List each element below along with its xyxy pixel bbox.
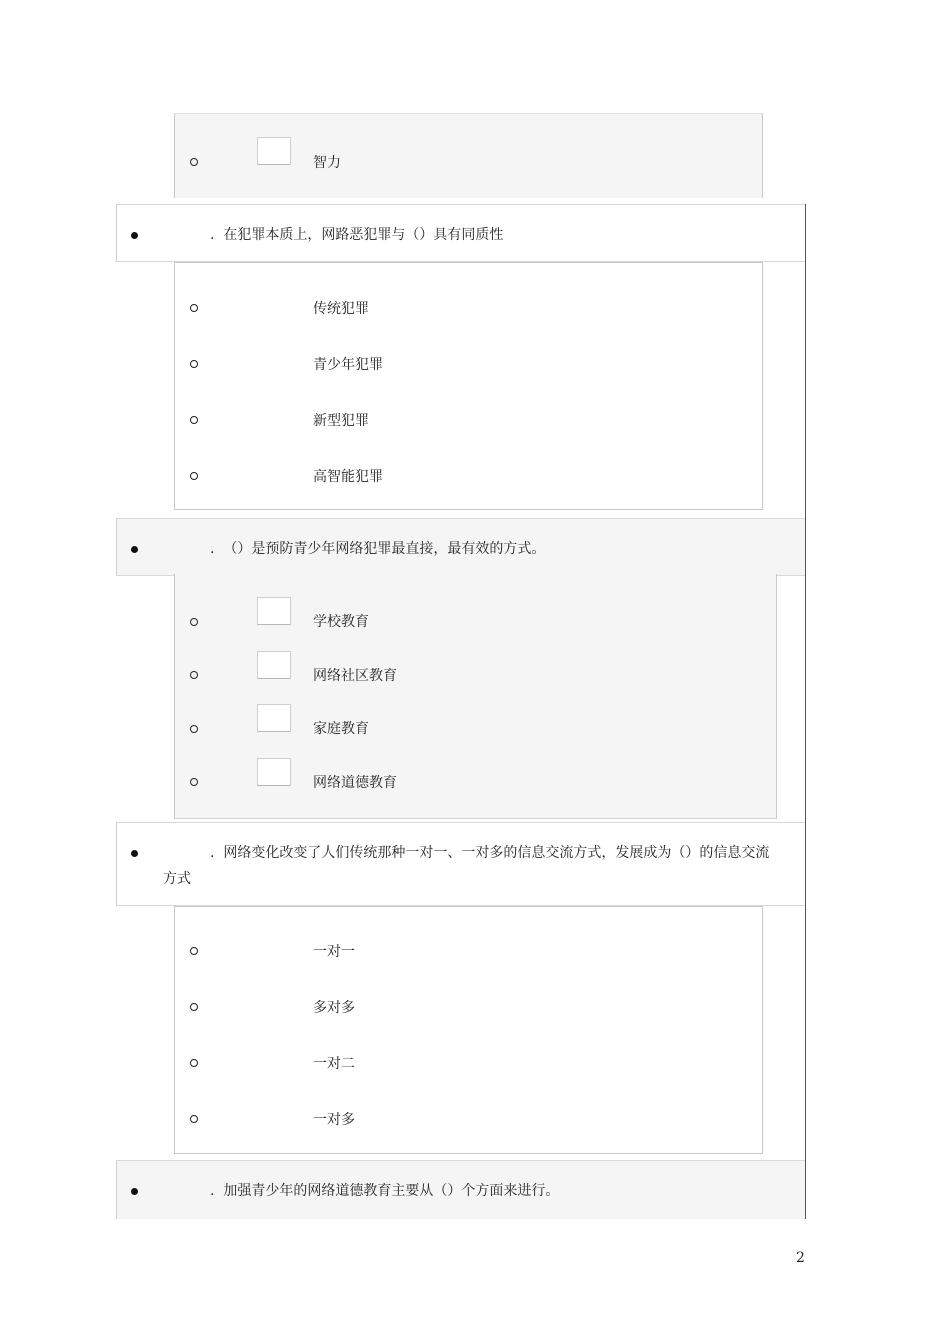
question-text-continued: 方式 [163,871,191,887]
page-right-rule [805,204,806,1219]
question-number: . [210,845,215,861]
option-label: 传统犯罪 [313,301,369,317]
checkbox-icon[interactable] [257,597,291,625]
option-label: 家庭教育 [313,721,369,737]
question-text [210,536,795,562]
option-panel [174,906,763,1154]
radio-icon[interactable] [190,304,198,312]
question-body: 在犯罪本质上，网路恶犯罪与（）具有同质性 [223,227,504,243]
question-number: . [210,227,215,243]
radio-icon[interactable] [190,1059,198,1067]
radio-icon[interactable] [190,725,198,733]
radio-icon[interactable] [190,1115,198,1123]
radio-icon[interactable] [190,360,198,368]
radio-icon[interactable] [190,158,198,166]
option-label: 网络道德教育 [313,775,397,791]
option-label: 一对一 [313,944,355,960]
question-number: . [210,1183,215,1199]
radio-icon[interactable] [190,416,198,424]
option-label: 高智能犯罪 [313,469,383,485]
option-label: 网络社区教育 [313,668,397,684]
radio-icon[interactable] [190,778,198,786]
checkbox-icon[interactable] [257,704,291,732]
option-label: 学校教育 [313,614,369,630]
radio-icon[interactable] [190,947,198,955]
bullet-icon [131,546,138,553]
radio-icon[interactable] [190,1003,198,1011]
question-number: . [210,541,215,557]
option-label: 新型犯罪 [313,413,369,429]
bullet-icon [131,1188,138,1195]
checkbox-icon[interactable] [257,137,291,165]
option-panel [174,262,763,510]
checkbox-icon[interactable] [257,758,291,786]
question-body: 加强青少年的网络道德教育主要从（）个方面来进行。 [223,1183,560,1199]
question-body: 网络变化改变了人们传统那种一对一、一对多的信息交流方式，发展成为（）的信息交流 [223,845,770,861]
radio-icon[interactable] [190,618,198,626]
bullet-icon [131,232,138,239]
option-label: 多对多 [313,1000,355,1016]
option-label: 一对多 [313,1112,355,1128]
checkbox-icon[interactable] [257,651,291,679]
page-number: 2 [796,1250,805,1266]
question-body: （）是预防青少年网络犯罪最直接，最有效的方式。 [223,541,546,557]
bullet-icon [131,850,138,857]
option-label: 一对二 [313,1056,355,1072]
option-label: 青少年犯罪 [313,357,383,373]
question-text [210,222,795,248]
option-label: 智力 [313,155,341,171]
question-text [210,1178,795,1204]
question-text [210,840,795,866]
radio-icon[interactable] [190,472,198,480]
radio-icon[interactable] [190,671,198,679]
